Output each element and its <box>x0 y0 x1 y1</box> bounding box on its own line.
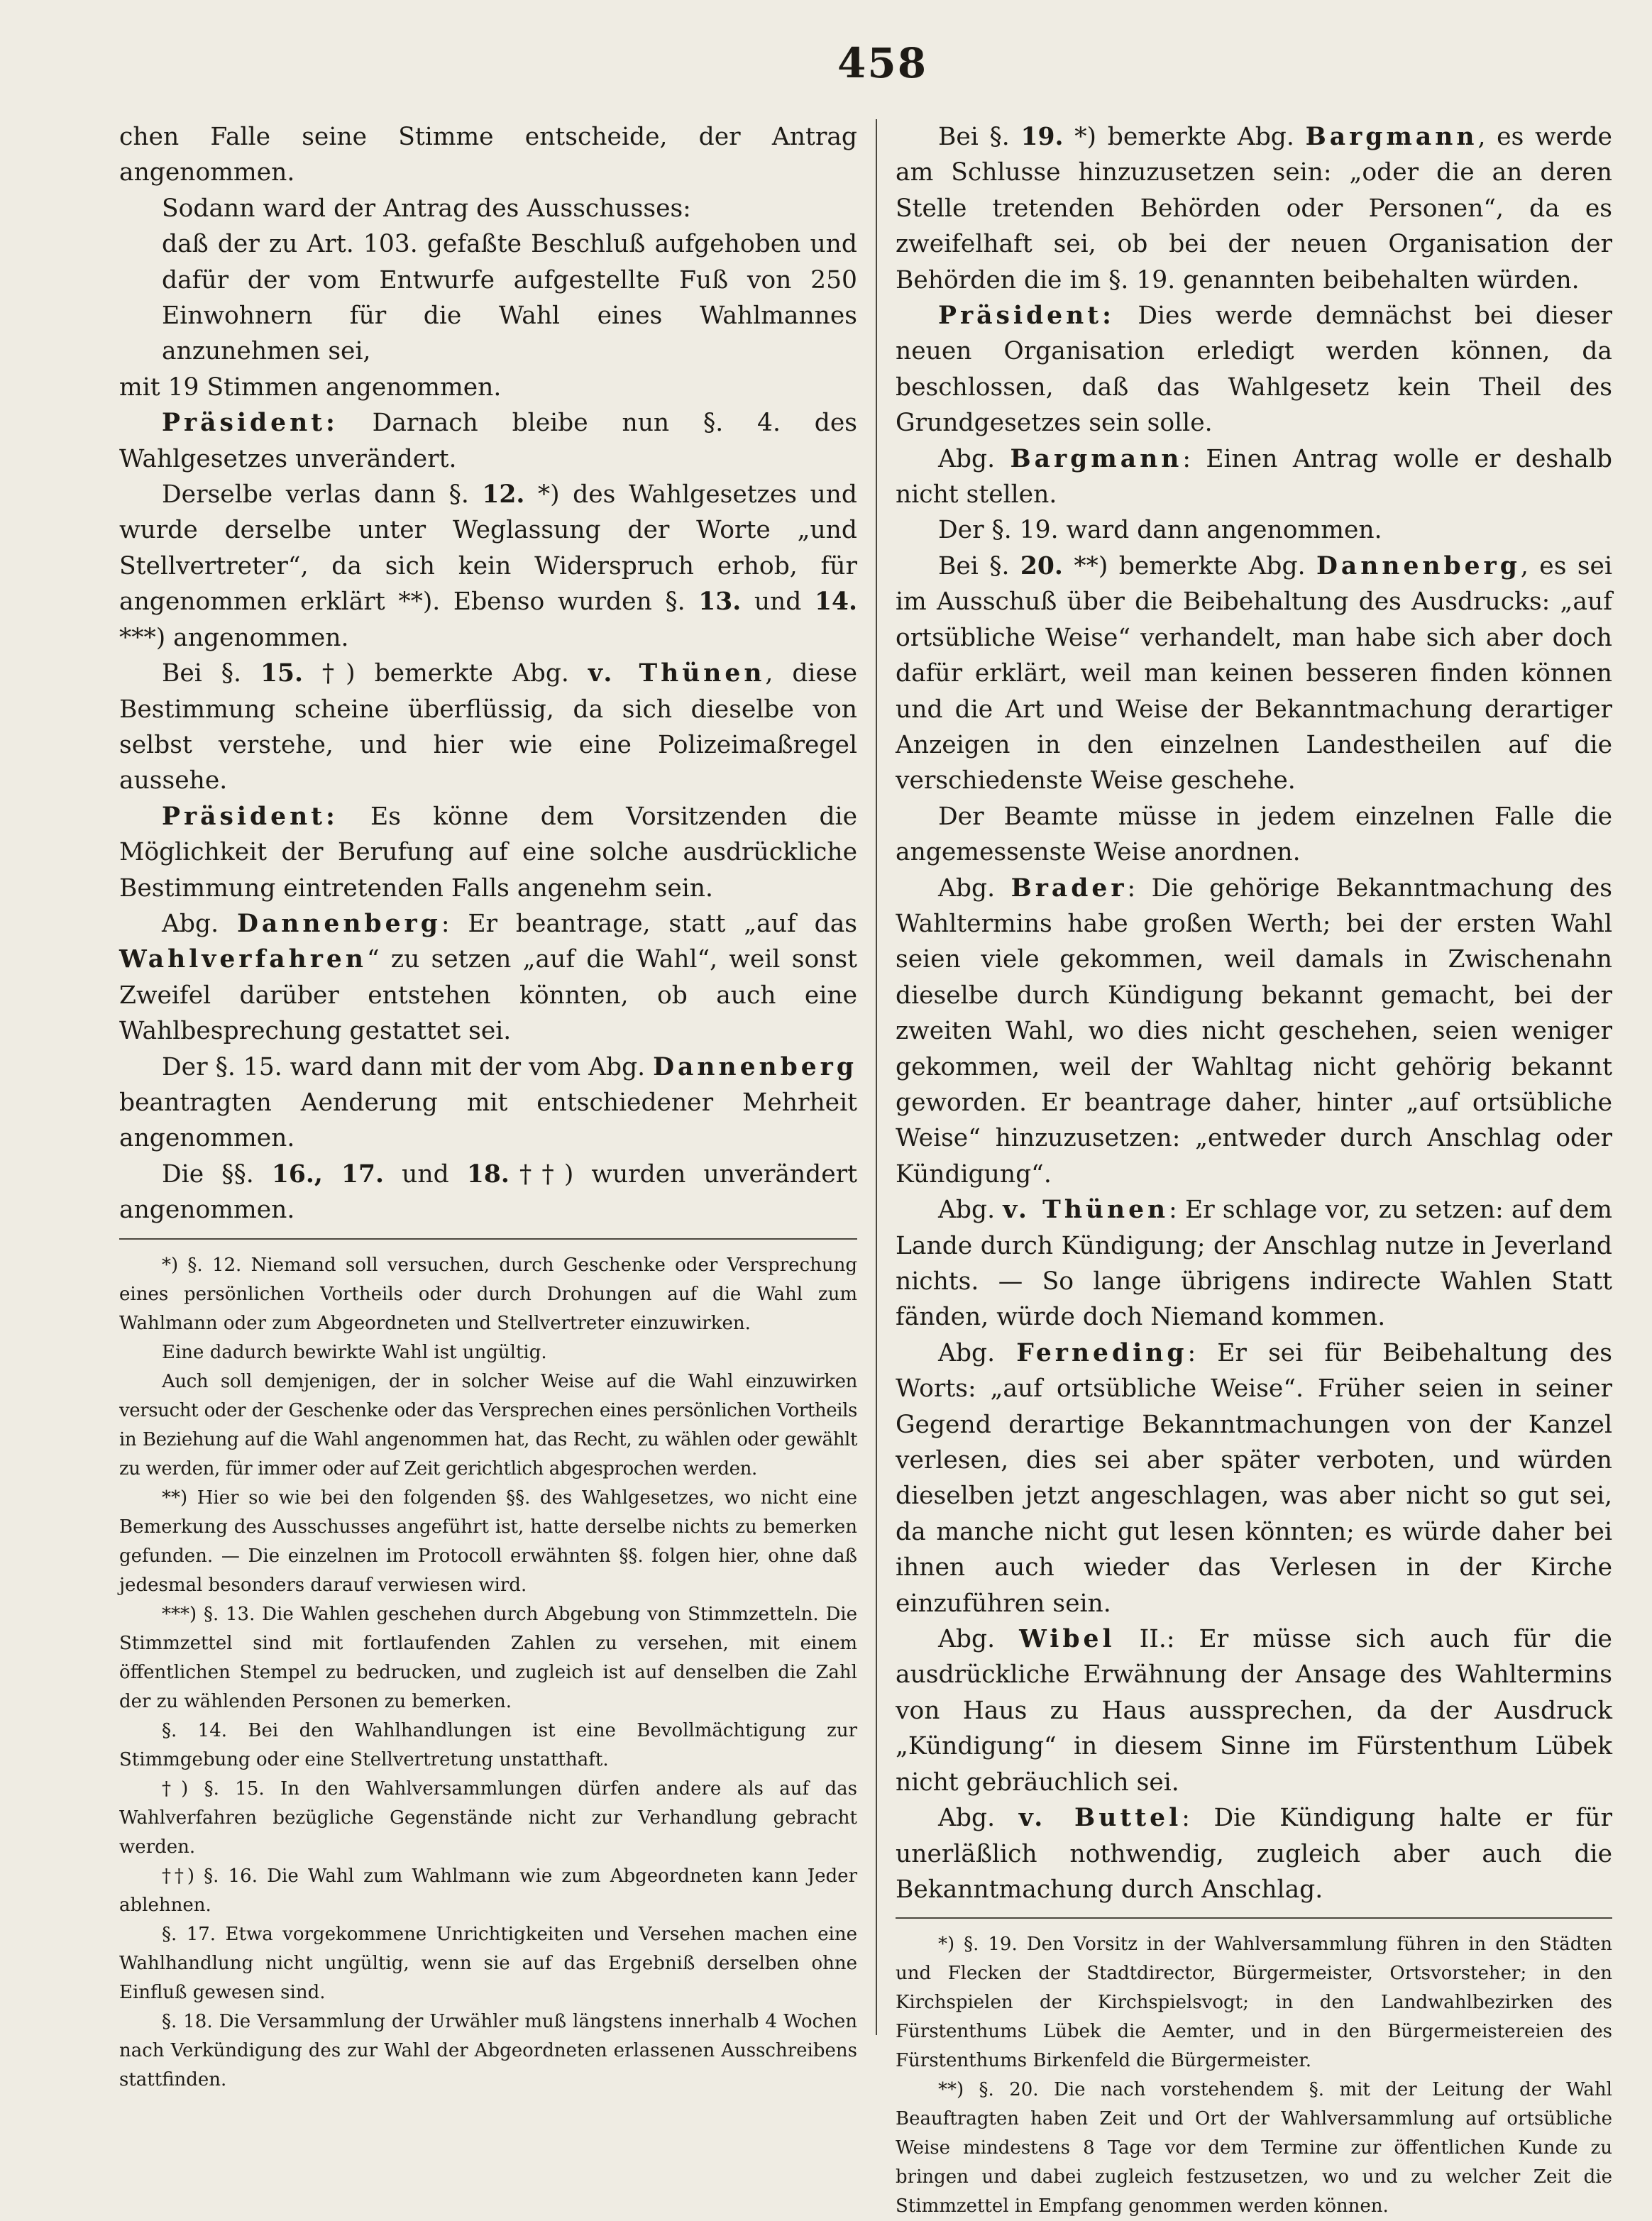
paragraph: Bei §. 15. †) bemerkte Abg. v. Thünen, diese Bestimmung scheine überflüssig, da sich dieselbe von selbst verstehe, und hier wie eine Polizeimaßregel aussehe. <box>119 659 857 795</box>
paragraph: Sodann ward der Antrag des Ausschusses: <box>162 194 691 223</box>
speaker-name: Wibel <box>1019 1625 1116 1654</box>
speaker-name: Dannenberg <box>1316 551 1521 580</box>
paragraph: Abg. Wibel II.: Er müsse sich auch für die ausdrückliche Erwähnung der Ansage des Wahltermins von Haus zu Haus aussprechen, da der Ausdruck „Kündigung“ in diesem Sinne im Fürstenthum Lübek nicht gebräuchlich sei. <box>896 1625 1612 1797</box>
paragraph: Abg. Bargmann: Einen Antrag wolle er deshalb nicht stellen. <box>896 444 1612 509</box>
speaker-name: v. Buttel <box>1018 1804 1182 1833</box>
paragraph: Der Beamte müsse in jedem einzelnen Falle die angemessenste Weise anordnen. <box>896 802 1612 867</box>
paragraph: Derselbe verlas dann §. 12. *) des Wahlgesetzes und wurde derselbe unter Weglassung der Worte „und Stellvertreter“, da sich kein Widerspruch erhob, für angenommen erklärt **). Ebenso wurden §. 13. und 14. ***) angenommen. <box>119 480 857 652</box>
paragraph: Abg. Brader: Die gehörige Bekanntmachung des Wahltermins habe großen Werth; bei der ersten Wahl seien viele gekommen, weil damals in Zwischenahn dieselbe durch Kündigung bekannt gemacht, bei der zweiten Wahl, wo dies nicht geschehen, seien weniger gekommen, weil der Wahltag nicht gehörig bekannt geworden. Er beantrage daher, hinter „auf ortsübliche Weise“ hinzuzusetzen: „entweder durch Anschlag oder Kündigung“. <box>896 873 1612 1189</box>
speaker-name: v. Thünen <box>588 659 766 688</box>
speaker-name: Präsident: <box>162 802 338 831</box>
paragraph: chen Falle seine Stimme entscheide, der Antrag angenommen. <box>119 123 857 187</box>
footnote: ††) §. 16. Die Wahl zum Wahlmann wie zum Abgeordneten kann Jeder ablehnen. <box>119 1865 857 1916</box>
speaker-name: Bargmann <box>1305 123 1478 151</box>
footnote: ***) §. 13. Die Wahlen geschehen durch Abgebung von Stimmzetteln. Die Stimmzettel sind mit fortlaufenden Zahlen zu versehen, mit einem öffentlichen Stempel zu bedrucken, und zugleich ist auf denselben die Zahl der zu wählenden Personen zu bemerken. <box>119 1603 857 1712</box>
paragraph: Der §. 15. ward dann mit der vom Abg. Dannenberg beantragten Aenderung mit entschiedener Mehrheit angenommen. <box>119 1052 857 1153</box>
left-column <box>119 119 857 2095</box>
paragraph: mit 19 Stimmen angenommen. <box>119 373 502 402</box>
speaker-name: Brader <box>1011 873 1128 903</box>
paragraph: Abg. v. Thünen: Er schlage vor, zu setzen: auf dem Lande durch Kündigung; der Anschlag nutze in Jeverland nichts. — So lange übrigens indirecte Wahlen Statt fänden, würde doch Niemand kommen. <box>896 1196 1612 1332</box>
footnote-rule <box>119 1238 857 1240</box>
speaker-name: Ferneding <box>1016 1338 1188 1367</box>
paragraph: Präsident: Darnach bleibe nun §. 4. des Wahlgesetzes unverändert. <box>119 409 857 473</box>
speaker-name: Dannenberg <box>236 909 441 938</box>
right-column <box>896 119 1612 2221</box>
speaker-name: Präsident: <box>938 302 1115 331</box>
speaker-name: Bargmann <box>1010 444 1183 473</box>
quoted-motion: daß der zu Art. 103. gefaßte Beschluß aufgehoben und dafür der vom Entwurfe aufgestellte Fuß von 250 Einwohnern für die Wahl eines Wahlmannes anzunehmen sei, <box>162 230 857 366</box>
paragraph: Abg. Dannenberg: Er beantrage, statt „auf das Wahlverfahren“ zu setzen „auf die Wahl“, weil sonst Zweifel darüber entstehen könnten, ob auch eine Wahlbesprechung gestattet sei. <box>119 909 857 1046</box>
footnote-rule <box>896 1917 1612 1919</box>
footnote: Eine dadurch bewirkte Wahl ist ungültig. <box>162 1341 547 1363</box>
paragraph: Abg. Ferneding: Er sei für Beibehaltung des Worts: „auf ortsübliche Weise“. Früher seien in seiner Gegend derartige Bekanntmachungen von der Kanzel verlesen, dies sei aber später verboten, und würden dieselben jetzt angeschlagen, was aber nicht so gut sei, da manche nicht gut lesen könnten; es würde daher bei ihnen auch wieder das Verlesen in der Kirche einzuführen sein. <box>896 1338 1612 1618</box>
paragraph: Bei §. 20. **) bemerkte Abg. Dannenberg, es sei im Ausschuß über die Beibehaltung des Ausdrucks: „auf ortsübliche Weise“ verhandelt, man habe sich aber doch dafür erklärt, weil man keinen besseren finden können und die Art und Weise der Bekanntmachung derartiger Anzeigen in den einzelnen Landestheilen auf die verschiedenste Weise geschehe. <box>896 551 1612 795</box>
footnote: *) §. 19. Den Vorsitz in der Wahlversammlung führen in den Städten und Flecken der Stadtdirector, Bürgermeister, Ortsvorsteher; in den Kirchspielen der Kirchspielsvogt; in den Landwahlbezirken des Fürstenthums Lübek die Aemter, und in den Bürgermeistereien des Fürstenthums Birkenfeld die Bürgermeister. <box>896 1934 1612 2072</box>
column-divider <box>876 119 877 2035</box>
page-number: 458 <box>837 39 928 87</box>
footnote: *) §. 12. Niemand soll versuchen, durch Geschenke oder Versprechung eines persönlichen Vortheils oder durch Drohungen auf die Wahl zum Wahlmann oder zum Abgeordneten und Stellvertreter einzuwirken. <box>119 1254 857 1334</box>
footnote: §. 17. Etwa vorgekommene Unrichtigkeiten und Versehen machen eine Wahlhandlung nicht ungültig, wenn sie auf das Ergebniß derselben ohne Einfluß gewesen sind. <box>119 1923 857 2003</box>
footnote: §. 14. Bei den Wahlhandlungen ist eine Bevollmächtigung zur Stimmgebung oder eine Stellvertretung unstatthaft. <box>119 1719 857 1770</box>
footnote: **) §. 20. Die nach vorstehendem §. mit der Leitung der Wahl Beauftragten haben Zeit und Ort der Wahlversammlung auf ortsübliche Weise mindestens 8 Tage vor dem Termine zur öffentlichen Kunde zu bringen und dabei zugleich festzusetzen, wo und zu welcher Zeit die Stimmzettel in Empfang genommen werden können. <box>896 2079 1612 2217</box>
footnote: §. 18. Die Versammlung der Urwähler muß längstens innerhalb 4 Wochen nach Verkündigung des zur Wahl der Abgeordneten erlassenen Ausschreibens stattfinden. <box>119 2010 857 2090</box>
footnote: Auch soll demjenigen, der in solcher Weise auf die Wahl einzuwirken versucht oder der Geschenke oder das Versprechen eines persönlichen Vortheils in Beziehung auf die Wahl angenommen hat, das Recht, zu wählen oder gewählt zu werden, für immer oder auf Zeit gerichtlich abgesprochen werden. <box>119 1370 857 1479</box>
paragraph: Der §. 19. ward dann angenommen. <box>938 516 1382 545</box>
paragraph: Abg. v. Buttel: Die Kündigung halte er für unerläßlich nothwendig, zugleich aber auch die Bekanntmachung durch Anschlag. <box>896 1804 1612 1904</box>
paragraph: Präsident: Es könne dem Vorsitzenden die Möglichkeit der Berufung auf eine solche ausdrückliche Bestimmung eintretenden Falls angenehm sein. <box>119 802 857 903</box>
footnote: **) Hier so wie bei den folgenden §§. des Wahlgesetzes, wo nicht eine Bemerkung des Ausschusses angeführt ist, hatte derselbe nichts zu bemerken gefunden. — Die einzelnen im Protocoll erwähnten §§. folgen hier, ohne daß jedesmal besonders darauf verwiesen wird. <box>119 1487 857 1596</box>
paragraph: Bei §. 19. *) bemerkte Abg. Bargmann, es werde am Schlusse hinzuzusetzen sein: „oder die an deren Stelle tretenden Behörden oder Personen“, da es zweifelhaft sei, ob bei der neuen Organisation der Behörden die im §. 19. genannten beibehalten würden. <box>896 123 1612 294</box>
speaker-name: Dannenberg <box>653 1052 857 1081</box>
paragraph: Die §§. 16., 17. und 18.††) wurden unverändert angenommen. <box>119 1159 857 1225</box>
footnote: †) §. 15. In den Wahlversammlungen dürfen andere als auf das Wahlverfahren bezügliche Gegenstände nicht zur Verhandlung gebracht werden. <box>119 1778 857 1858</box>
paragraph: Präsident: Dies werde demnächst bei dieser neuen Organisation erledigt werden können, da beschlossen, daß das Wahlgesetz kein Theil des Grundgesetzes sein solle. <box>896 302 1612 438</box>
speaker-name: Präsident: <box>162 409 338 438</box>
speaker-name: v. Thünen <box>1003 1196 1169 1225</box>
